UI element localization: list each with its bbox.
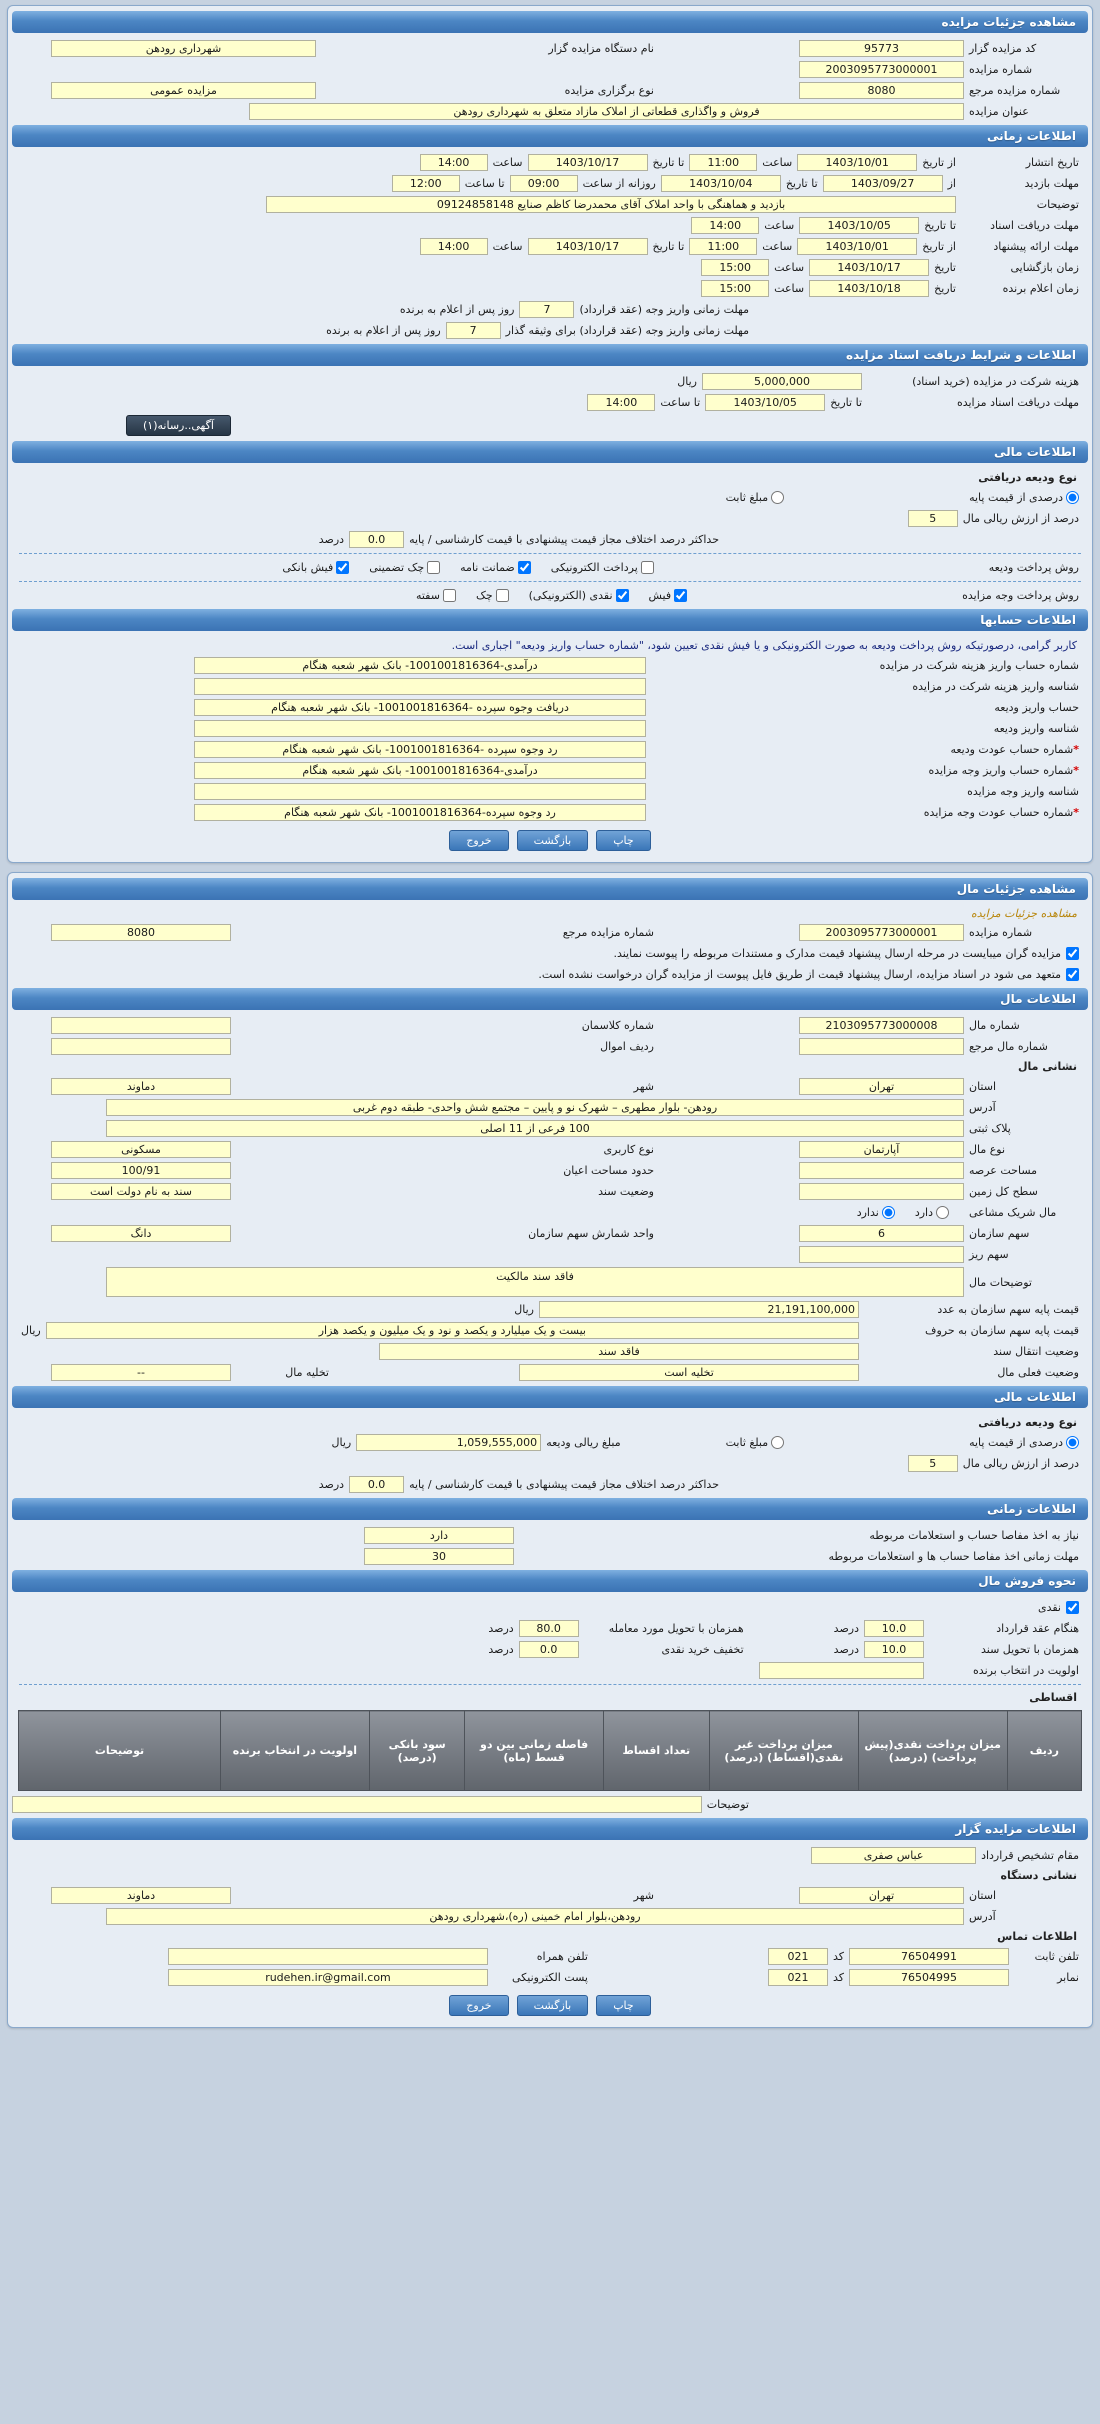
fax-field[interactable]: 76504995 [849, 1969, 1009, 1986]
auction-number-label: شماره مزایده [969, 63, 1033, 76]
asset-row-field[interactable] [51, 1038, 231, 1055]
address-label: آدرس [969, 1101, 996, 1114]
time-desc-field[interactable]: بازدید و هماهنگی با واحد املاک آقای محمدرضا کاظم صنایع 09124858148 [266, 196, 956, 213]
deposit-percent-field[interactable]: 5 [908, 1455, 958, 1472]
province-label: استان [969, 1889, 997, 1902]
print-button[interactable]: چاپ [596, 1995, 651, 2016]
required-star: * [1073, 743, 1079, 756]
property-type-field[interactable]: آپارتمان [799, 1141, 964, 1158]
email-label: پست الکترونیکی [512, 1971, 588, 1984]
evacuation-label: تخلیه مال [285, 1366, 329, 1379]
section-accounts-info: اطلاعات حسابها [12, 609, 1088, 631]
shared-hasnot-radio[interactable] [882, 1206, 895, 1219]
province-field[interactable]: تهران [799, 1078, 964, 1095]
deposit-percent-option [969, 491, 1079, 504]
docs-receive-deadline-label: مهلت دریافت اسناد مزایده [956, 396, 1079, 409]
cash-discount-label: تخفیف خرید نقدی [661, 1643, 744, 1656]
land-area-label: مساحت عرصه [969, 1164, 1038, 1177]
publish-date-label: تاریخ انتشار [1025, 156, 1079, 169]
building-area-label: حدود مساحت اعیان [563, 1164, 654, 1177]
contract-authority-label: مقام تشخیص قرارداد [981, 1849, 1079, 1862]
shared-hasnot-option [857, 1206, 895, 1219]
clearance-needed-label: نیاز به اخذ مفاصا حساب و استعلامات مربوطه [869, 1529, 1079, 1542]
auction-number-label: شماره مزایده [969, 926, 1033, 939]
cash-sale-label: نقدی [1037, 1601, 1061, 1614]
current-status-label: وضعیت فعلی مال [997, 1366, 1079, 1379]
deposit-percent-option [969, 1436, 1079, 1449]
property-desc-label: توضیحات مال [969, 1275, 1032, 1289]
shared-has-option [915, 1206, 949, 1219]
section-docs-conditions: اطلاعات و شرایط دریافت اسناد مزایده [12, 344, 1088, 366]
share-unit-field[interactable]: دانگ [51, 1225, 231, 1242]
hour-label: ساعت [774, 261, 805, 274]
property-type-label: نوع مال [969, 1143, 1006, 1156]
auction-title-label: عنوان مزایده [969, 105, 1029, 118]
area-code-label: کد [832, 1950, 844, 1963]
guarantee-label: ضمانت نامه [460, 561, 515, 574]
deposit-id-field[interactable] [194, 720, 646, 737]
at-contract-field[interactable]: 10.0 [864, 1620, 924, 1637]
address-field[interactable]: رودهن- بلوار مطهری – شهرک نو و پایین – مجتمع شش واحدی- طبقه دوم غربی [106, 1099, 964, 1116]
exit-button[interactable]: خروج [449, 1995, 508, 2016]
at-delivery-label: همزمان با تحویل مورد معامله [608, 1622, 744, 1635]
installment-subheader: اقساطی [1029, 1691, 1077, 1704]
cash-discount-field[interactable]: 0.0 [519, 1641, 579, 1658]
daily-from-hour-label: روزانه از ساعت [582, 177, 656, 190]
col-installment-interval: فاصله زمانی بین دو قسط (ماه) [465, 1711, 603, 1791]
offer-from-time-field[interactable]: 11:00 [689, 238, 757, 255]
email-field[interactable]: rudehen.ir@gmail.com [168, 1969, 488, 1986]
share-unit-label: واحد شمارش سهم سازمان [528, 1227, 654, 1240]
province-label: استان [969, 1080, 997, 1093]
shared-has-label: دارد [914, 1206, 933, 1219]
shared-has-radio[interactable] [936, 1206, 949, 1219]
guarantee-checkbox[interactable] [518, 561, 531, 574]
deposit-percent-radio[interactable] [1066, 1436, 1079, 1449]
base-price-number-label: قیمت پایه سهم سازمان به عدد [937, 1303, 1079, 1316]
back-button[interactable]: بازگشت [517, 1995, 589, 2016]
installment-table [18, 1710, 1082, 1791]
phone-field[interactable]: 76504991 [849, 1948, 1009, 1965]
col-installment-count: تعداد اقساط [603, 1711, 709, 1791]
hour-label: ساعت [762, 240, 793, 253]
winner-priority-label: اولویت در انتخاب برنده [973, 1664, 1079, 1677]
days-after-winner-label: روز پس از اعلام به برنده [326, 324, 441, 337]
deposit-return-account-field[interactable]: رد وجوه سپرده -1001001816364- بانک شهر شعبه هنگام [194, 741, 646, 758]
participation-fee-label: هزینه شرکت در مزایده (خرید اسناد) [912, 375, 1079, 388]
property-address-subheader: نشانی مال [1017, 1060, 1077, 1073]
at-contract-label: هنگام عقد قرارداد [996, 1622, 1079, 1635]
classification-field[interactable] [51, 1017, 231, 1034]
sale-desc-field[interactable] [12, 1796, 702, 1813]
auction-pay-account-field[interactable]: درآمدی-1001001816364- بانک شهر شعبه هنگام [194, 762, 646, 779]
property-desc-field[interactable]: فاقد سند مالکیت [106, 1267, 964, 1297]
mobile-field[interactable] [168, 1948, 488, 1965]
back-button[interactable]: بازگشت [517, 830, 589, 851]
publish-to-time-field[interactable]: 14:00 [420, 154, 488, 171]
deposit-percent-option-label: درصدی از قیمت پایه [969, 491, 1063, 504]
deposit-account-field[interactable]: دریافت وجوه سپرده -1001001816364- بانک شهر شعبه هنگام [194, 699, 646, 716]
publish-to-field[interactable]: 1403/10/17 [528, 154, 648, 171]
cash-electronic-checkbox[interactable] [616, 589, 629, 602]
deposit-method-certified-check [369, 561, 440, 574]
hour-label: ساعت [774, 282, 805, 295]
clearance-needed-field[interactable]: دارد [364, 1527, 514, 1544]
section-financial-info: اطلاعات مالی [12, 441, 1088, 463]
auction-return-account-field[interactable]: رد وجوه سپرده-1001001816364- بانک شهر شعبه هنگام [194, 804, 646, 821]
date-label: تاریخ [934, 282, 956, 295]
col-noncash-payment: میزان پرداخت غیر نقدی(اقساط) (درصد) [709, 1711, 858, 1791]
hour-label: ساعت [492, 156, 523, 169]
classification-label: شماره کلاسمان [581, 1019, 654, 1032]
opening-time-field[interactable]: 15:00 [701, 259, 769, 276]
opening-time-label: زمان بازگشایی [1010, 261, 1079, 274]
deposit-fixed-radio[interactable] [771, 1436, 784, 1449]
col-bank-interest: سود بانکی (درصد) [369, 1711, 465, 1791]
section-financial-info-2: اطلاعات مالی [12, 1386, 1088, 1408]
deposit-percent-label: درصد از ارزش ریالی مال [962, 1457, 1079, 1470]
section-property-info: اطلاعات مال [12, 988, 1088, 1010]
deposit-method-guarantee [460, 561, 531, 574]
auction-ref-field[interactable]: 8080 [51, 924, 231, 941]
fee-deposit-account-field[interactable]: درآمدی-1001001816364- بانک شهر شعبه هنگام [194, 657, 646, 674]
deposit-fixed-option-label: مبلغ ثابت [725, 1436, 769, 1449]
to-date-label: تا تاریخ [830, 396, 862, 409]
panel1-buttons [11, 823, 1089, 854]
rial-label: ریال [21, 1324, 41, 1337]
col-description: توضیحات [19, 1711, 221, 1791]
auction-pay-id-label: شناسه واریز وجه مزایده [967, 785, 1079, 798]
org-address-field[interactable]: رودهن،بلوار امام خمینی (ره)،شهرداری رودهن [106, 1908, 964, 1925]
clearance-deadline-field[interactable]: 30 [364, 1548, 514, 1565]
auction-number-field[interactable]: 2003095773000001 [799, 924, 964, 941]
org-address-subheader: نشانی دستگاه [1000, 1869, 1077, 1882]
panel2-buttons [11, 1988, 1089, 2019]
total-land-label: سطح کل زمین [969, 1185, 1038, 1198]
auction-type-field[interactable]: مزایده عمومی [51, 82, 316, 99]
deposit-fixed-option [726, 491, 784, 504]
clearance-deadline-label: مهلت زمانی اخذ مفاصا حساب ها و استعلامات مربوطه [828, 1550, 1079, 1563]
offer-from-field[interactable]: 1403/10/01 [797, 238, 917, 255]
electronic-payment-label: پرداخت الکترونیکی [550, 561, 638, 574]
pay-method-promissory [416, 589, 456, 602]
usage-type-label: نوع کاربری [603, 1143, 654, 1156]
winner-priority-field[interactable] [759, 1662, 924, 1679]
at-delivery-field[interactable]: 80.0 [519, 1620, 579, 1637]
city-label: شهر [633, 1889, 654, 1902]
rial-label: ریال [514, 1303, 534, 1316]
phone-code-field[interactable]: 021 [768, 1948, 828, 1965]
percent-label: درصد [488, 1622, 514, 1635]
to-date-label: تا تاریخ [785, 177, 818, 190]
hour-label: ساعت [764, 219, 795, 232]
contract-authority-field[interactable]: عباس صفری [811, 1847, 976, 1864]
org-city-field[interactable]: دماوند [51, 1887, 231, 1904]
org-share-field[interactable]: 6 [799, 1225, 964, 1242]
deposit-type-label: نوع ودیعه دریافتی [978, 471, 1077, 484]
cash-sale-checkbox[interactable] [1066, 1601, 1079, 1614]
accounts-notice: کاربر گرامی، درصورتیکه روش پرداخت ودیعه به صورت الکترونیکی و یا فیش نقدی تعیین شود، "شماره حساب واریز ودیعه" اجباری است. [451, 639, 1077, 652]
auction-number-field[interactable]: 2003095773000001 [799, 61, 964, 78]
deposit-fixed-option-label: مبلغ ثابت [725, 491, 769, 504]
offer-to-time-field[interactable]: 14:00 [420, 238, 488, 255]
slip-label: فیش [648, 589, 672, 602]
org-name-field[interactable]: شهرداری رودهن [51, 40, 316, 57]
auctioneer-code-label: کد مزایده گزار [969, 42, 1037, 55]
base-price-words-label: قیمت پایه سهم سازمان به حروف [925, 1324, 1079, 1337]
publish-from-time-field[interactable]: 11:00 [689, 154, 757, 171]
pay-method-slip [649, 589, 688, 602]
attach-docs-label: مزایده گران میبایست در مرحله ارسال پیشنهاد قیمت مدارک و مستندات مربوطه را پیوست نمایند. [613, 947, 1061, 960]
percent-label: درصد [488, 1643, 514, 1656]
auction-payment-method-label: روش پرداخت وجه مزایده [962, 589, 1079, 602]
from-date-label: از تاریخ [922, 156, 956, 169]
shared-property-label: مال شریک مشاعی [969, 1206, 1057, 1219]
percent-label: درصد [833, 1622, 859, 1635]
deposit-method-electronic [551, 561, 654, 574]
area-code-label: کد [832, 1971, 844, 1984]
to-hour-label: تا ساعت [464, 177, 505, 190]
at-deed-delivery-field[interactable]: 10.0 [864, 1641, 924, 1658]
no-attachment-required-checkbox[interactable] [1066, 968, 1079, 981]
ad-media-button[interactable]: آگهی..رسانه(۱) [126, 415, 231, 436]
no-attachment-required-label: متعهد می شود در اسناد مزایده، ارسال پیشنهاد قیمت از طریق فایل پیوست از مزایده گران درخواست نشده است. [538, 968, 1061, 981]
deposit-percent-radio[interactable] [1066, 491, 1079, 504]
property-number-field[interactable]: 2103095773000008 [799, 1017, 964, 1034]
fee-deposit-id-label: شناسه واریز هزینه شرکت در مزایده [912, 680, 1079, 693]
deposit-percent-field[interactable]: 5 [908, 510, 958, 527]
deposit-amount-label: مبلغ ریالی ودیعه [546, 1436, 621, 1449]
docs-to-field[interactable]: 1403/10/05 [799, 217, 919, 234]
auction-ref-field[interactable]: 8080 [799, 82, 964, 99]
mobile-label: تلفن همراه [536, 1950, 588, 1963]
required-star: * [1073, 806, 1079, 819]
winner-time-field[interactable]: 15:00 [701, 280, 769, 297]
attach-docs-checkbox[interactable] [1066, 947, 1079, 960]
org-province-field[interactable]: تهران [799, 1887, 964, 1904]
asset-row-label: ردیف اموال [600, 1040, 654, 1053]
fax-label: نمابر [1057, 1971, 1079, 1984]
from-label: از [947, 177, 956, 190]
auction-ref-label: شماره مزایده مرجع [562, 926, 654, 939]
winner-announce-label: زمان اعلام برنده [1002, 282, 1079, 295]
col-row-number: ردیف [1007, 1711, 1081, 1791]
max-diff-field[interactable]: 0.0 [349, 1476, 404, 1493]
auction-pay-account-label: *شماره حساب واریز وجه مزایده [928, 764, 1079, 777]
bank-slip-checkbox[interactable] [336, 561, 349, 574]
to-date-label: تا تاریخ [924, 219, 956, 232]
section-auctioneer-info: اطلاعات مزایده گزار [12, 1818, 1088, 1840]
print-button[interactable]: چاپ [596, 830, 651, 851]
deposit-fixed-option [726, 1436, 784, 1449]
certified-check-checkbox[interactable] [427, 561, 440, 574]
visit-time-from-field[interactable]: 09:00 [510, 175, 578, 192]
fee-deposit-id-field[interactable] [194, 678, 646, 695]
max-diff-label: حداکثر درصد اختلاف مجاز قیمت پیشنهادی با قیمت کارشناسی / پایه [409, 1478, 719, 1491]
base-price-number-field[interactable]: 21,191,100,000 [539, 1301, 859, 1318]
payment-deadline-label: مهلت زمانی واریز وجه (عقد قرارداد) [579, 303, 749, 316]
bank-slip-label: فیش بانکی [282, 561, 334, 574]
to-date-label: تا تاریخ [652, 240, 685, 253]
property-ref-label: شماره مال مرجع [969, 1040, 1048, 1053]
property-ref-field[interactable] [799, 1038, 964, 1055]
deposit-type-label: نوع ودیعه دریافتی [978, 1416, 1077, 1429]
auction-panel [7, 5, 1093, 863]
property-number-label: شماره مال [969, 1019, 1020, 1032]
deed-transfer-status-label: وضعیت انتقال سند [993, 1345, 1079, 1358]
deposit-id-label: شناسه واریز ودیعه [993, 722, 1079, 735]
deposit-percent-label: درصد از ارزش ریالی مال [962, 512, 1079, 525]
docs-receive-time-field[interactable]: 14:00 [587, 394, 655, 411]
visit-time-to-field[interactable]: 12:00 [392, 175, 460, 192]
days-after-winner-label: روز پس از اعلام به برنده [399, 303, 515, 316]
rial-label: ریال [677, 375, 697, 388]
shared-hasnot-label: ندارد [856, 1206, 879, 1219]
pay-method-check [476, 589, 509, 602]
date-label: تاریخ [934, 261, 956, 274]
visit-to-field[interactable]: 1403/10/04 [661, 175, 781, 192]
max-diff-label: حداکثر درصد اختلاف مجاز قیمت پیشنهادی با قیمت کارشناسی / پایه [409, 533, 719, 546]
docs-to-time-field[interactable]: 14:00 [691, 217, 759, 234]
deposit-method-bank-slip [282, 561, 349, 574]
payment-deadline-guarantor-label: مهلت زمانی واریز وجه (عقد قرارداد) برای وثیقه گذار [505, 324, 749, 337]
offer-deadline-label: مهلت ارائه پیشنهاد [993, 240, 1079, 253]
total-land-field[interactable] [799, 1183, 964, 1200]
auction-ref-label: شماره مزایده مرجع [969, 84, 1061, 97]
winner-date-field[interactable]: 1403/10/18 [809, 280, 929, 297]
registration-plate-label: پلاک ثبتی [969, 1122, 1011, 1135]
deed-transfer-status-field[interactable]: فاقد سند [379, 1343, 859, 1360]
visit-from-field[interactable]: 1403/09/27 [823, 175, 943, 192]
to-date-label: تا تاریخ [652, 156, 685, 169]
land-area-field[interactable] [799, 1162, 964, 1179]
promissory-label: سفته [415, 589, 440, 602]
at-deed-delivery-label: همزمان با تحویل سند [980, 1643, 1079, 1656]
org-share-label: سهم سازمان [969, 1227, 1030, 1240]
usage-type-field[interactable]: مسکونی [51, 1141, 231, 1158]
publish-from-field[interactable]: 1403/10/01 [797, 154, 917, 171]
deed-status-field[interactable]: سند به نام دولت است [51, 1183, 231, 1200]
check-checkbox[interactable] [496, 589, 509, 602]
property-panel [7, 872, 1093, 2028]
deposit-return-account-label: *شماره حساب عودت ودیعه [950, 743, 1079, 756]
share-detail-field[interactable] [799, 1246, 964, 1263]
col-winner-priority: اولویت در انتخاب برنده [221, 1711, 370, 1791]
registration-plate-field[interactable]: 100 فرعی از 11 اصلی [106, 1120, 964, 1137]
col-cash-payment: میزان پرداخت نقدی(پیش پرداخت) (درصد) [858, 1711, 1007, 1791]
share-detail-label: سهم ریز [969, 1248, 1009, 1261]
percent-label: درصد [318, 533, 345, 546]
view-auction-details-link[interactable]: مشاهده جزئیات مزایده [971, 907, 1077, 920]
phone-label: تلفن ثابت [1034, 1950, 1079, 1963]
deposit-amount-field[interactable]: 1,059,555,000 [356, 1434, 541, 1451]
docs-deadline-label: مهلت دریافت اسناد [990, 219, 1079, 232]
promissory-checkbox[interactable] [443, 589, 456, 602]
deed-status-label: وضعیت سند [598, 1185, 654, 1198]
visit-deadline-label: مهلت بازدید [1024, 177, 1079, 190]
electronic-payment-checkbox[interactable] [641, 561, 654, 574]
from-date-label: از تاریخ [922, 240, 956, 253]
time-desc-label: توضیحات [1036, 198, 1079, 211]
auction-title-field[interactable]: فروش و واگذاری قطعاتی از املاک مازاد متعلق به شهرداری رودهن [249, 103, 964, 120]
deposit-account-label: حساب واریز ودیعه [994, 701, 1079, 714]
city-field[interactable]: دماوند [51, 1078, 231, 1095]
auctioneer-code-field[interactable]: 95773 [799, 40, 964, 57]
slip-checkbox[interactable] [674, 589, 687, 602]
section-property-details: مشاهده جزئیات مال [12, 878, 1088, 900]
divider [19, 553, 1081, 554]
current-status-field[interactable]: تخلیه است [519, 1364, 859, 1381]
pay-method-cash-electronic [529, 589, 629, 602]
auction-pay-id-field[interactable] [194, 783, 646, 800]
rial-label: ریال [331, 1436, 352, 1449]
building-area-field[interactable]: 100/91 [51, 1162, 231, 1179]
divider [19, 1684, 1081, 1685]
percent-label: درصد [833, 1643, 859, 1656]
divider [19, 581, 1081, 582]
sale-desc-label: توضیحات [706, 1798, 749, 1811]
org-name-label: نام دستگاه مزایده گزار [548, 42, 654, 55]
certified-check-label: چک تضمینی [369, 561, 425, 574]
deposit-method-label: روش پرداخت ودیعه [988, 561, 1079, 574]
fee-deposit-account-label: شماره حساب واریز هزینه شرکت در مزایده [879, 659, 1079, 672]
max-diff-field[interactable]: 0.0 [349, 531, 404, 548]
contact-subheader: اطلاعات تماس [997, 1930, 1077, 1943]
offer-to-field[interactable]: 1403/10/17 [528, 238, 648, 255]
hour-label: ساعت [492, 240, 523, 253]
check-label: چک [475, 589, 493, 602]
fax-code-field[interactable]: 021 [768, 1969, 828, 1986]
deposit-fixed-radio[interactable] [771, 491, 784, 504]
city-label: شهر [633, 1080, 654, 1093]
participation-fee-field[interactable]: 5,000,000 [702, 373, 862, 390]
base-price-words-field[interactable]: بیست و یک میلیارد و یکصد و نود و یک میلیون و یکصد هزار [46, 1322, 859, 1339]
hour-label: ساعت [762, 156, 793, 169]
payment-deadline-guarantor-days-field[interactable]: 7 [446, 322, 501, 339]
evacuation-field[interactable]: -- [51, 1364, 231, 1381]
cash-electronic-label: نقدی (الکترونیکی) [528, 589, 613, 602]
required-star: * [1073, 764, 1079, 777]
exit-button[interactable]: خروج [449, 830, 508, 851]
opening-date-field[interactable]: 1403/10/17 [809, 259, 929, 276]
payment-deadline-days-field[interactable]: 7 [519, 301, 574, 318]
to-hour-label: تا ساعت [660, 396, 701, 409]
docs-receive-date-field[interactable]: 1403/10/05 [705, 394, 825, 411]
percent-label: درصد [318, 1478, 345, 1491]
section-auction-details: مشاهده جزئیات مزایده [12, 11, 1088, 33]
address-label: آدرس [969, 1910, 996, 1923]
section-time-info: اطلاعات زمانی [12, 125, 1088, 147]
section-time-info-2: اطلاعات زمانی [12, 1498, 1088, 1520]
deposit-percent-option-label: درصدی از قیمت پایه [969, 1436, 1063, 1449]
auction-type-label: نوع برگزاری مزایده [564, 84, 654, 97]
section-sale-method: نحوه فروش مال [12, 1570, 1088, 1592]
auction-return-account-label: *شماره حساب عودت وجه مزایده [923, 806, 1079, 819]
